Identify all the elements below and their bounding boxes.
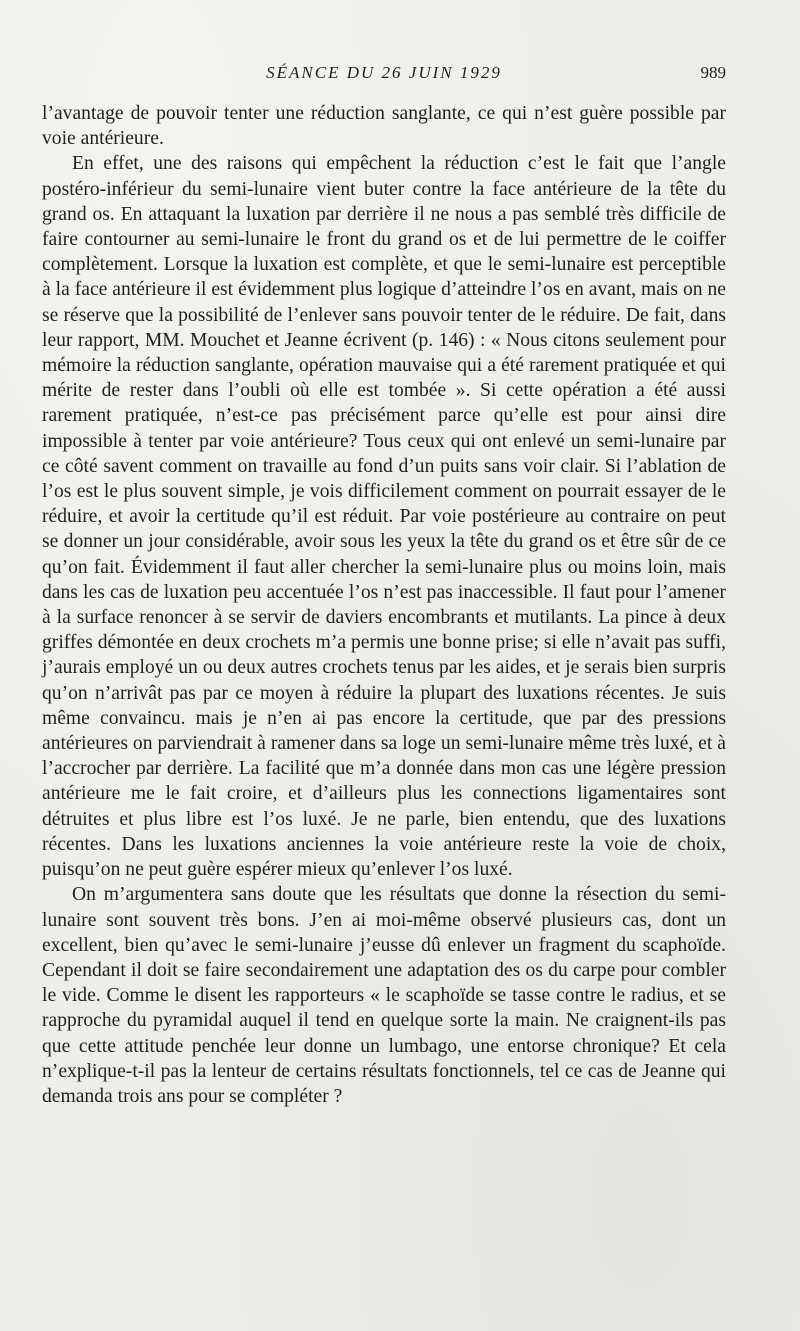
page-header xyxy=(42,58,726,88)
paragraph-continuation: l’avantage de pouvoir tenter une réduction sanglante, ce qui n’est guère possible par voie antérieure. xyxy=(42,103,726,150)
paragraph: En effet, une des raisons qui empêchent la réduction c’est le fait que l’angle postéro-inférieur du semi-lunaire vient buter contre la face antérieure de la tête du grand os. En attaquant la luxation par derrière il ne nous a pas semblé très difficile de faire contourner au semi-lunaire le front du grand os et de lui permettre de le coiffer complètement. Lorsque la luxation est complète, et que le semi-lunaire est perceptible à la face antérieure il est évidemment plus logique d’atteindre l’os en avant, mais on ne se réserve que la possibilité de l’enlever sans pouvoir tenter de le réduire. De fait, dans leur rapport, MM. Mouchet et Jeanne écrivent (p. 146) : « Nous citons seulement pour mémoire la réduction sanglante, opération mauvaise qui a été rarement pratiquée et qui mérite de rester dans l’oubli où elle est tombée ». Si cette opération a été aussi rarement pratiquée, n’est-ce pas précisément parce qu’elle est pour ainsi dire impossible à tenter par voie antérieure? Tous ceux qui ont enlevé un semi-lunaire par ce côté savent comment on travaille au fond d’un puits sans voir clair. Si l’ablation de l’os est le plus souvent simple, je vois difficilement comment on pourrait essayer de le réduire, et avoir la certitude qu’il est réduit. Par voie postérieure au contraire on peut se donner un jour considérable, avoir sous les yeux la tête du grand os et être sûr de ce qu’on fait. Évidemment il faut aller chercher la semi-lunaire plus ou moins loin, mais dans les cas de luxation peu accentuée l’os n’est pas inaccessible. Il faut pour l’amener à la surface renoncer à se servir de daviers encombrants et mutilants. La pince à deux griffes démontée en deux crochets m’a permis une bonne prise; si elle n’avait pas suffi, j’aurais employé un ou deux autres crochets tenus par les aides, et je serais bien surpris qu’on n’arrivât pas par ce moyen à réduire la plupart des luxations récentes. Je suis même convaincu. mais je n’en ai pas encore la certitude, que par des pressions antérieures on parviendrait à ramener dans sa loge un semi-lunaire même très luxé, et à l’accrocher par derrière. La facilité que m’a donnée dans mon cas une légère pression antérieure me le fait croire, et d’ailleurs plus les connections ligamentaires sont détruites et plus libre est l’os luxé. Je ne parle, bien entendu, que des luxations récentes. Dans les luxations anciennes la voie antérieure reste la voie de choix, puisqu’on ne peut guère espérer mieux qu’enlever l’os luxé. xyxy=(42,153,726,881)
paragraph: On m’argumentera sans doute que les résultats que donne la résection du semi-lunaire sont souvent très bons. J’en ai moi-même observé plusieurs cas, dont un excellent, bien qu’avec le semi-lunaire j’eusse dû enlever un fragment du scaphoïde. Cependant il doit se faire secondairement une adaptation des os du carpe pour combler le vide. Comme le disent les rapporteurs « le scaphoïde se tasse contre le radius, et se rapproche du pyramidal auquel il tend en quelque sorte la main. Ne craignent-ils pas que cette attitude penchée leur donne un lumbago, une entorse chronique? Et cela n’explique-t-il pas la lenteur de certains résultats fonctionnels, tel ce cas de Jeanne qui demanda trois ans pour se compléter ? xyxy=(42,884,726,1107)
page-number: 989 xyxy=(700,63,726,82)
body-text xyxy=(42,101,726,1109)
running-title: SÉANCE DU 26 JUIN 1929 xyxy=(266,63,502,82)
